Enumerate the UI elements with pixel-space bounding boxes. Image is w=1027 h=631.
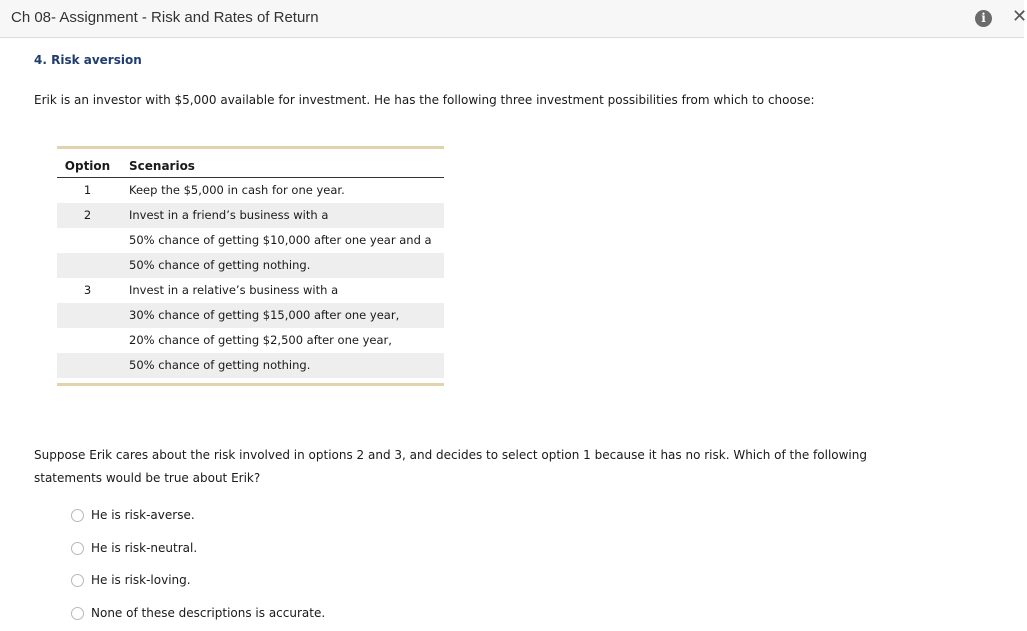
choice-label: He is risk-averse.	[91, 508, 195, 522]
option-number: 2	[83, 208, 92, 222]
table-row	[57, 178, 444, 203]
option-number: 3	[83, 283, 92, 297]
question-heading: 4. Risk aversion	[34, 53, 142, 67]
scenario-text: 30% chance of getting $15,000 after one year,	[129, 308, 400, 322]
title-bar	[0, 0, 1027, 38]
radio-button[interactable]	[71, 509, 84, 522]
choice-risk-neutral[interactable]	[71, 540, 271, 556]
table-bottom-rule	[57, 383, 444, 386]
scenario-text: 50% chance of getting nothing.	[129, 358, 311, 372]
choice-none-accurate[interactable]	[71, 605, 371, 621]
choice-label: He is risk-neutral.	[91, 541, 198, 555]
scenario-text: 50% chance of getting nothing.	[129, 258, 311, 272]
window-title: Ch 08- Assignment - Risk and Rates of Return	[11, 9, 319, 26]
table-row	[57, 328, 444, 353]
table-row	[57, 228, 444, 253]
table-row	[57, 278, 444, 303]
option-number: 1	[83, 183, 92, 197]
radio-button[interactable]	[71, 607, 84, 620]
table-row	[57, 253, 444, 278]
scenario-text: 20% chance of getting $2,500 after one year,	[129, 333, 392, 347]
column-header-option: Option	[64, 159, 111, 173]
table-row	[57, 353, 444, 378]
scenario-table	[57, 178, 444, 378]
column-header-scenarios: Scenarios	[129, 159, 195, 173]
table-top-rule	[57, 146, 444, 149]
choice-label: He is risk-loving.	[91, 573, 191, 587]
info-icon[interactable]: i	[975, 10, 992, 27]
table-row	[57, 203, 444, 228]
scenario-text: 50% chance of getting $10,000 after one year and a	[129, 233, 432, 247]
radio-button[interactable]	[71, 574, 84, 587]
question-intro: Erik is an investor with $5,000 available for investment. He has the following three investment possibilities from which to choose:	[34, 93, 815, 107]
radio-button[interactable]	[71, 542, 84, 555]
scenario-text: Keep the $5,000 in cash for one year.	[129, 183, 345, 197]
choice-risk-loving[interactable]	[71, 572, 271, 588]
choice-risk-averse[interactable]	[71, 507, 271, 523]
scenario-text: Invest in a friend’s business with a	[129, 208, 329, 222]
choice-label: None of these descriptions is accurate.	[91, 606, 326, 620]
scenario-text: Invest in a relative’s business with a	[129, 283, 339, 297]
table-row	[57, 303, 444, 328]
question-prompt: Suppose Erik cares about the risk involved in options 2 and 3, and decides to select option 1 because it has no risk. Which of the following statements would be true about Erik?	[34, 448, 867, 485]
close-icon[interactable]: ✕	[1012, 6, 1027, 27]
